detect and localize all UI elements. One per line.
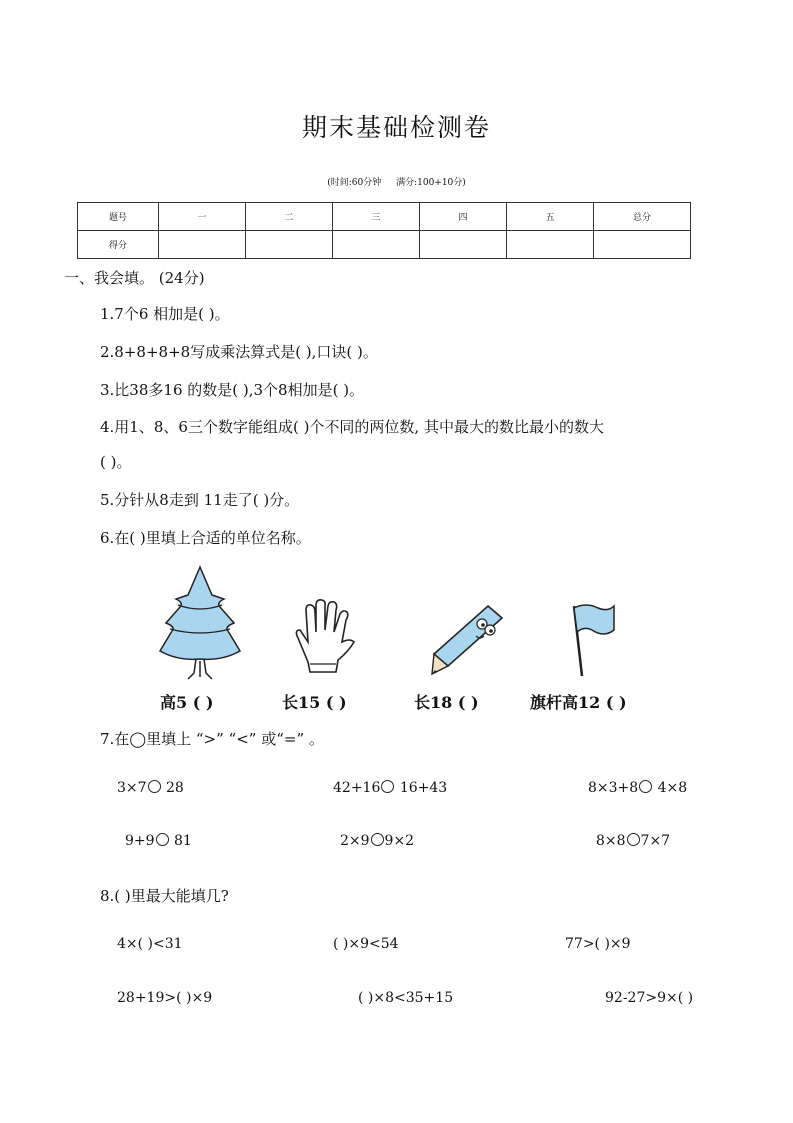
- compare-right: 28: [166, 780, 184, 796]
- row-label: 得分: [78, 231, 159, 259]
- score-table: [77, 202, 691, 259]
- compare-right: 4×8: [657, 780, 688, 796]
- header-cell: 题号: [78, 203, 159, 231]
- compare-right: 16+43: [399, 780, 448, 796]
- compare-item: [596, 833, 670, 849]
- exam-info: [0, 175, 793, 188]
- compare-right: 81: [174, 833, 192, 849]
- question-2: 2.8+8+8+8写成乘法算式是( ),口诀( )。: [100, 343, 378, 361]
- question-4-continued: ( )。: [100, 453, 132, 471]
- header-cell: 五: [507, 203, 594, 231]
- answer-circle[interactable]: [627, 833, 640, 846]
- header-cell: 总分: [594, 203, 691, 231]
- compare-item: [125, 833, 192, 849]
- fill-item: ( )×9<54: [333, 936, 399, 952]
- page-title: 期末基础检测卷: [301, 113, 491, 142]
- compare-left: 3×7: [117, 780, 147, 796]
- caption-tree: 高5 ( ): [160, 693, 214, 712]
- compare-item: [588, 780, 687, 796]
- fill-item: 28+19>( )×9: [117, 990, 213, 1006]
- fill-item: 92-27>9×( ): [605, 990, 694, 1006]
- compare-right: 9×2: [384, 833, 415, 849]
- fill-item: 77>( )×9: [565, 936, 631, 952]
- question-4: 4.用1、8、6三个数字能组成( )个不同的两位数, 其中最大的数比最小的数大: [100, 418, 604, 436]
- question-7: 7.在◯里填上 “>” “<” 或“=” 。: [100, 730, 324, 748]
- question-3: 3.比38多16 的数是( ),3个8相加是( )。: [100, 381, 365, 399]
- answer-circle[interactable]: [371, 833, 384, 846]
- compare-right: 7×7: [640, 833, 671, 849]
- section-heading: 一、我会填。 (24分): [64, 269, 205, 287]
- score-table-score-row: [78, 231, 691, 259]
- compare-left: 2×9: [340, 833, 370, 849]
- header-cell: 二: [246, 203, 333, 231]
- pencil-icon: [428, 600, 508, 676]
- compare-left: 8×3+8: [588, 780, 639, 796]
- fill-item: 4×( )<31: [117, 936, 183, 952]
- score-table-header-row: [78, 203, 691, 231]
- caption-pencil: 长18 ( ): [414, 693, 479, 712]
- header-cell: 三: [333, 203, 420, 231]
- compare-item: [333, 780, 447, 796]
- flag-icon: [560, 600, 620, 680]
- compare-item: [117, 780, 184, 796]
- tree-icon: [158, 565, 242, 683]
- full-score: 满分:100+10分): [396, 178, 466, 188]
- glove-icon: [288, 598, 358, 676]
- compare-left: 42+16: [333, 780, 381, 796]
- score-cell: [420, 231, 507, 259]
- score-cell: [246, 231, 333, 259]
- question-1: 1.7个6 相加是( )。: [100, 305, 230, 323]
- caption-glove: 长15 ( ): [282, 693, 347, 712]
- score-cell: [507, 231, 594, 259]
- score-cell: [594, 231, 691, 259]
- header-cell: 一: [159, 203, 246, 231]
- caption-flag: 旗杆高12 ( ): [530, 693, 627, 712]
- answer-circle[interactable]: [381, 780, 394, 793]
- compare-item: [340, 833, 414, 849]
- answer-circle[interactable]: [156, 833, 169, 846]
- question-6: 6.在( )里填上合适的单位名称。: [100, 529, 311, 547]
- compare-left: 9+9: [125, 833, 155, 849]
- question-8: 8.( )里最大能填几?: [100, 887, 229, 905]
- score-cell: [333, 231, 420, 259]
- question-5: 5.分针从8走到 11走了( )分。: [100, 491, 300, 509]
- answer-circle[interactable]: [639, 780, 652, 793]
- answer-circle[interactable]: [148, 780, 161, 793]
- header-cell: 四: [420, 203, 507, 231]
- fill-item: ( )×8<35+15: [358, 990, 454, 1006]
- compare-left: 8×8: [596, 833, 626, 849]
- picture-row: [150, 560, 670, 690]
- score-cell: [159, 231, 246, 259]
- time-limit: (时间:60分钟: [327, 178, 382, 188]
